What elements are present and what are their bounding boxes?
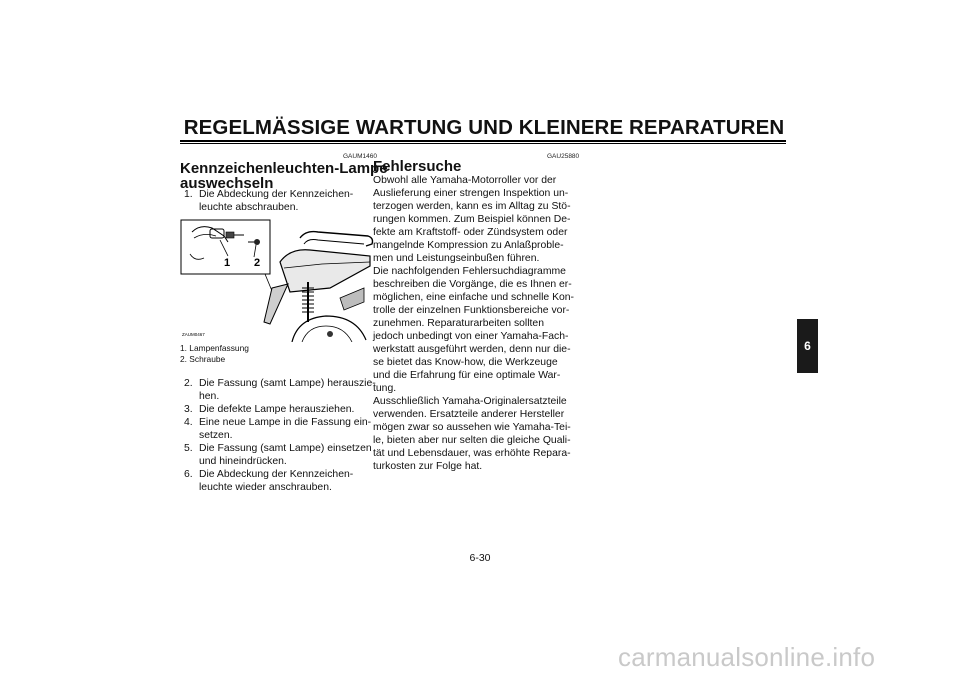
step-item: 2. Die Fassung (samt Lampe) herauszie- hen. bbox=[184, 378, 376, 402]
text-line: men und Leistungseinbußen führen. bbox=[373, 253, 540, 264]
heading-line-1: Kennzeichenleuchten-Lampe bbox=[180, 160, 388, 177]
troubleshooting-text bbox=[373, 174, 588, 473]
text-line: und die Erfahrung für eine optimale War- bbox=[373, 370, 561, 381]
caption-2: 2. Schraube bbox=[180, 354, 226, 364]
text-line: Die nachfolgenden Fehlersuchdiagramme bbox=[373, 266, 566, 277]
header-rule-thin bbox=[180, 143, 786, 144]
header-rule bbox=[180, 140, 786, 142]
steps-list-b bbox=[180, 377, 380, 494]
text-line: jedoch unbedingt von einer Yamaha-Fach- bbox=[373, 331, 569, 342]
text-line: turkosten zur Folge hat. bbox=[373, 461, 483, 472]
text-line: Obwohl alle Yamaha-Motorroller vor der bbox=[373, 175, 557, 186]
figure-license-light bbox=[180, 218, 375, 342]
text-line: tung. bbox=[373, 383, 397, 394]
step-item: 4. Eine neue Lampe in die Fassung ein- setzen. bbox=[184, 417, 372, 441]
text-line: Auslieferung einer strengen Inspektion un- bbox=[373, 188, 569, 199]
section-heading: Fehlersuche bbox=[373, 158, 462, 175]
step-item: 1. Die Abdeckung der Kennzeichen- leuchte abschrauben. bbox=[184, 189, 354, 213]
text-line: fekte am Kraftstoff- oder Zündsystem oder bbox=[373, 227, 568, 238]
text-line: zunehmen. Reparaturarbeiten sollten bbox=[373, 318, 544, 329]
text-line: rungen kommen. Zum Beispiel können De- bbox=[373, 214, 571, 225]
chapter-tab: 6 bbox=[797, 319, 818, 373]
callout-1: 1 bbox=[224, 257, 231, 269]
text-line: werkstatt ausgeführt werden, denn nur die- bbox=[373, 344, 571, 355]
text-line: se bietet das Know-how, die Werkzeuge bbox=[373, 357, 558, 368]
page-title: REGELMÄSSIGE WARTUNG UND KLEINERE REPARATUREN bbox=[183, 116, 785, 139]
caption-1: 1. Lampenfassung bbox=[180, 343, 249, 353]
step-item: 5. Die Fassung (samt Lampe) einsetzen und hineindrücken. bbox=[184, 443, 372, 467]
text-line: mangelnde Kompression zu Anlaßproble- bbox=[373, 240, 564, 251]
text-line: tät und Lebensdauer, was erhöhte Repara- bbox=[373, 448, 571, 459]
text-line: Ausschließlich Yamaha-Originalersatzteile bbox=[373, 396, 567, 407]
text-line: trolle der einzelnen Funktionsbereiche vor- bbox=[373, 305, 570, 316]
text-line: möglichen, eine einfache und schnelle Kon- bbox=[373, 292, 575, 303]
figure-captions bbox=[180, 343, 249, 365]
figure-code: ZAUM0467 bbox=[182, 332, 205, 337]
section-code: GAUM1460 bbox=[343, 153, 377, 160]
text-line: le, bieten aber nur selten die gleiche Quali- bbox=[373, 435, 571, 446]
callout-2: 2 bbox=[254, 257, 261, 269]
text-line: terzogen werden, kann es im Alltag zu Stö- bbox=[373, 201, 571, 212]
page-number: 6-30 bbox=[469, 552, 491, 564]
steps-list-a bbox=[180, 188, 380, 214]
section-code: GAU25880 bbox=[547, 153, 580, 160]
watermark: carmanualsonline.info bbox=[618, 642, 876, 672]
text-line: beschreiben die Vorgänge, die es Ihnen er- bbox=[373, 279, 572, 290]
step-item: 6. Die Abdeckung der Kennzeichen- leuchte wieder anschrauben. bbox=[184, 469, 354, 493]
step-item: 3. Die defekte Lampe herausziehen. bbox=[184, 404, 355, 415]
section-heading bbox=[180, 161, 388, 191]
heading-line-2: auswechseln bbox=[180, 175, 274, 192]
text-line: verwenden. Ersatzteile anderer Hersteller bbox=[373, 409, 565, 420]
scooter-rear-illustration bbox=[180, 218, 375, 342]
text-line: mögen zwar so aussehen wie Yamaha-Tei- bbox=[373, 422, 571, 433]
